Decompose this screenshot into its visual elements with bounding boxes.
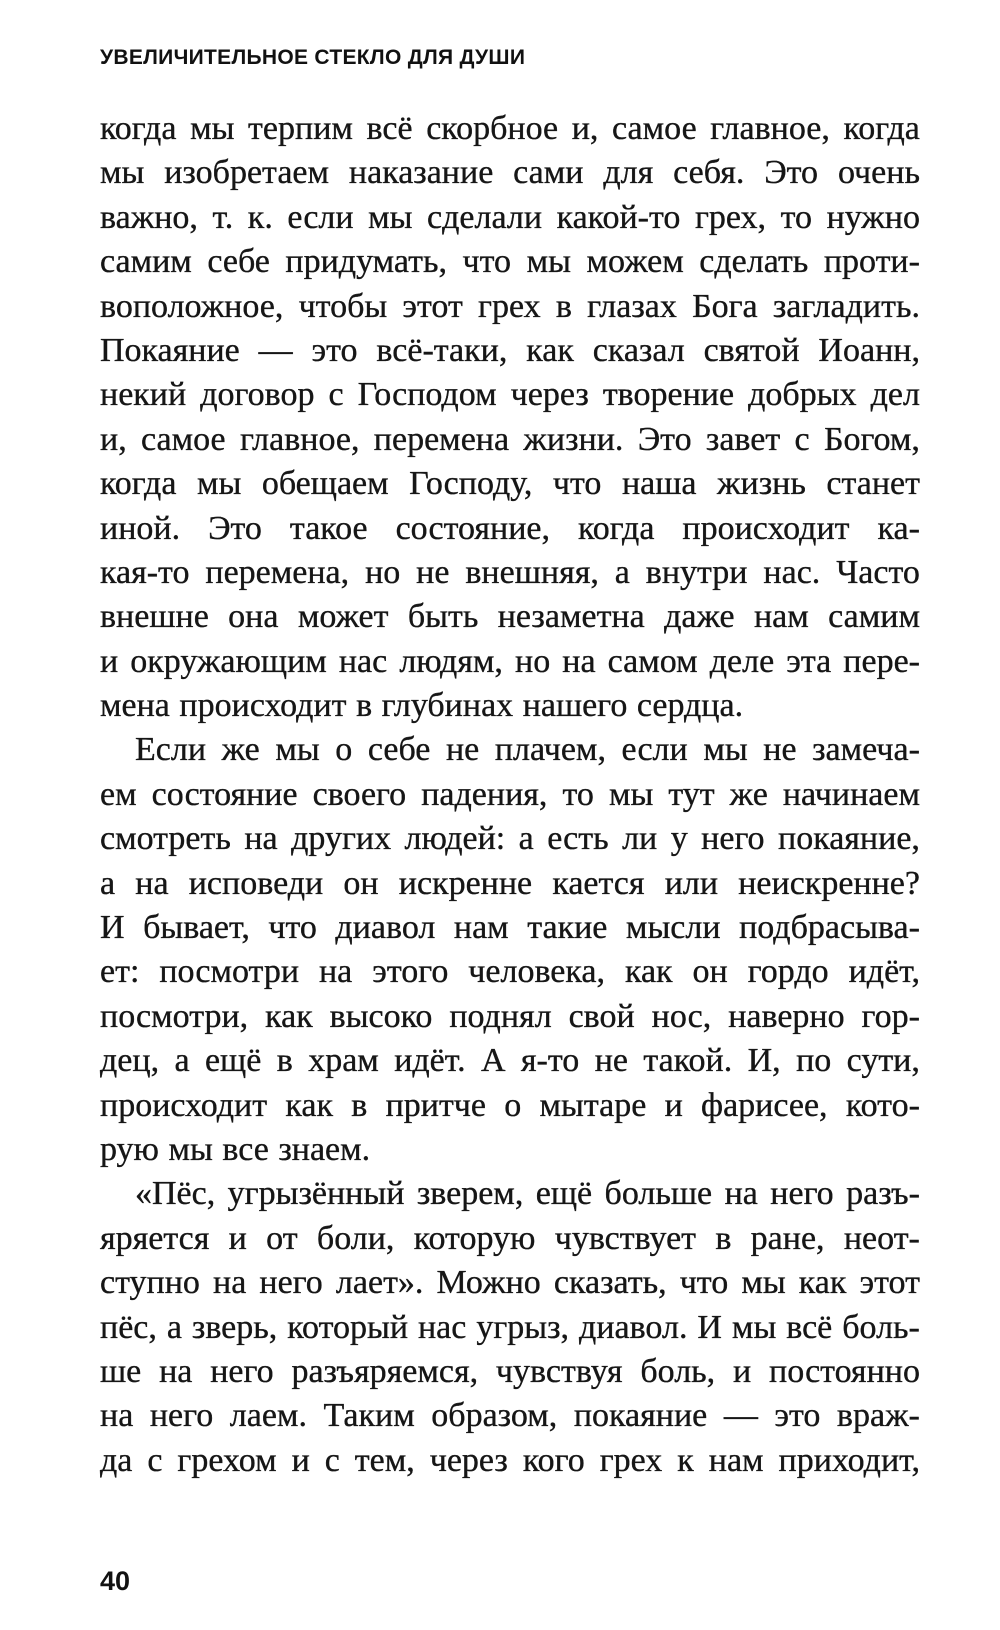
text-line: и окружающим нас людям, но на самом деле эта пере- [100,642,920,680]
text-line: ем состояние своего падения, то мы тут же начинаем [100,775,920,813]
text-line: И бывает, что диавол нам такие мысли подбрасыва- [100,909,920,947]
text-line: мы изобретаем наказание сами для себя. Это очень [100,154,920,192]
text-line: ет: посмотри на этого человека, как он гордо идёт, [100,953,920,991]
text-line: когда мы обещаем Господу, что наша жизнь станет [100,465,920,503]
text-line: ступно на него лает». Можно сказать, что мы как этот [100,1264,920,1302]
text-line: иной. Это такое состояние, когда происходит ка- [100,509,920,547]
text-line: внешне она может быть незаметна даже нам самим [100,598,920,636]
text-line: а на исповеди он искренне кается или неискренне? [100,864,920,902]
text-line: «Пёс, угрызённый зверем, ещё больше на него разъ- [135,1175,920,1213]
text-line: кая-то перемена, но не внешняя, а внутри нас. Часто [100,553,920,591]
running-head: УВЕЛИЧИТЕЛЬНОЕ СТЕКЛО ДЛЯ ДУШИ [100,46,526,69]
page-number: 40 [100,1566,131,1596]
text-line: мена происходит в глубинах нашего сердца. [100,687,744,725]
text-line: воположное, чтобы этот грех в глазах Бога загладить. [100,287,920,325]
text-line: важно, т. к. если мы сделали какой-то грех, то нужно [100,198,920,236]
text-line: смотреть на других людей: а есть ли у него покаяние, [100,820,920,858]
text-line: некий договор с Господом через творение добрых дел [100,376,920,414]
body-text [100,107,920,1483]
text-line: Если же мы о себе не плачем, если мы не замеча- [135,731,920,769]
text-line: когда мы терпим всё скорбное и, самое главное, когда [100,110,920,147]
text-line: рую мы все знаем. [100,1130,371,1168]
text-line: яряется и от боли, которую чувствует в ране, неот- [100,1219,920,1257]
text-line: Покаяние — это всё-таки, как сказал святой Иоанн, [100,331,920,369]
text-line: самим себе придумать, что мы можем сделать проти- [100,243,920,281]
text-line: ше на него разъяряемся, чувствуя боль, и постоянно [100,1352,920,1390]
text-line: пёс, а зверь, который нас угрыз, диавол. И мы всё боль- [100,1308,920,1346]
text-line: на него лаем. Таким образом, покаяние — это враж- [100,1397,920,1435]
text-line: происходит как в притче о мытаре и фарисее, кото- [100,1086,920,1124]
text-line: да с грехом и с тем, через кого грех к нам приходит, [100,1441,920,1479]
text-line: и, самое главное, перемена жизни. Это завет с Богом, [100,420,920,458]
text-line: дец, а ещё в храм идёт. А я-то не такой. И, по сути, [100,1042,920,1080]
text-line: посмотри, как высоко поднял свой нос, наверно гор- [100,997,920,1035]
